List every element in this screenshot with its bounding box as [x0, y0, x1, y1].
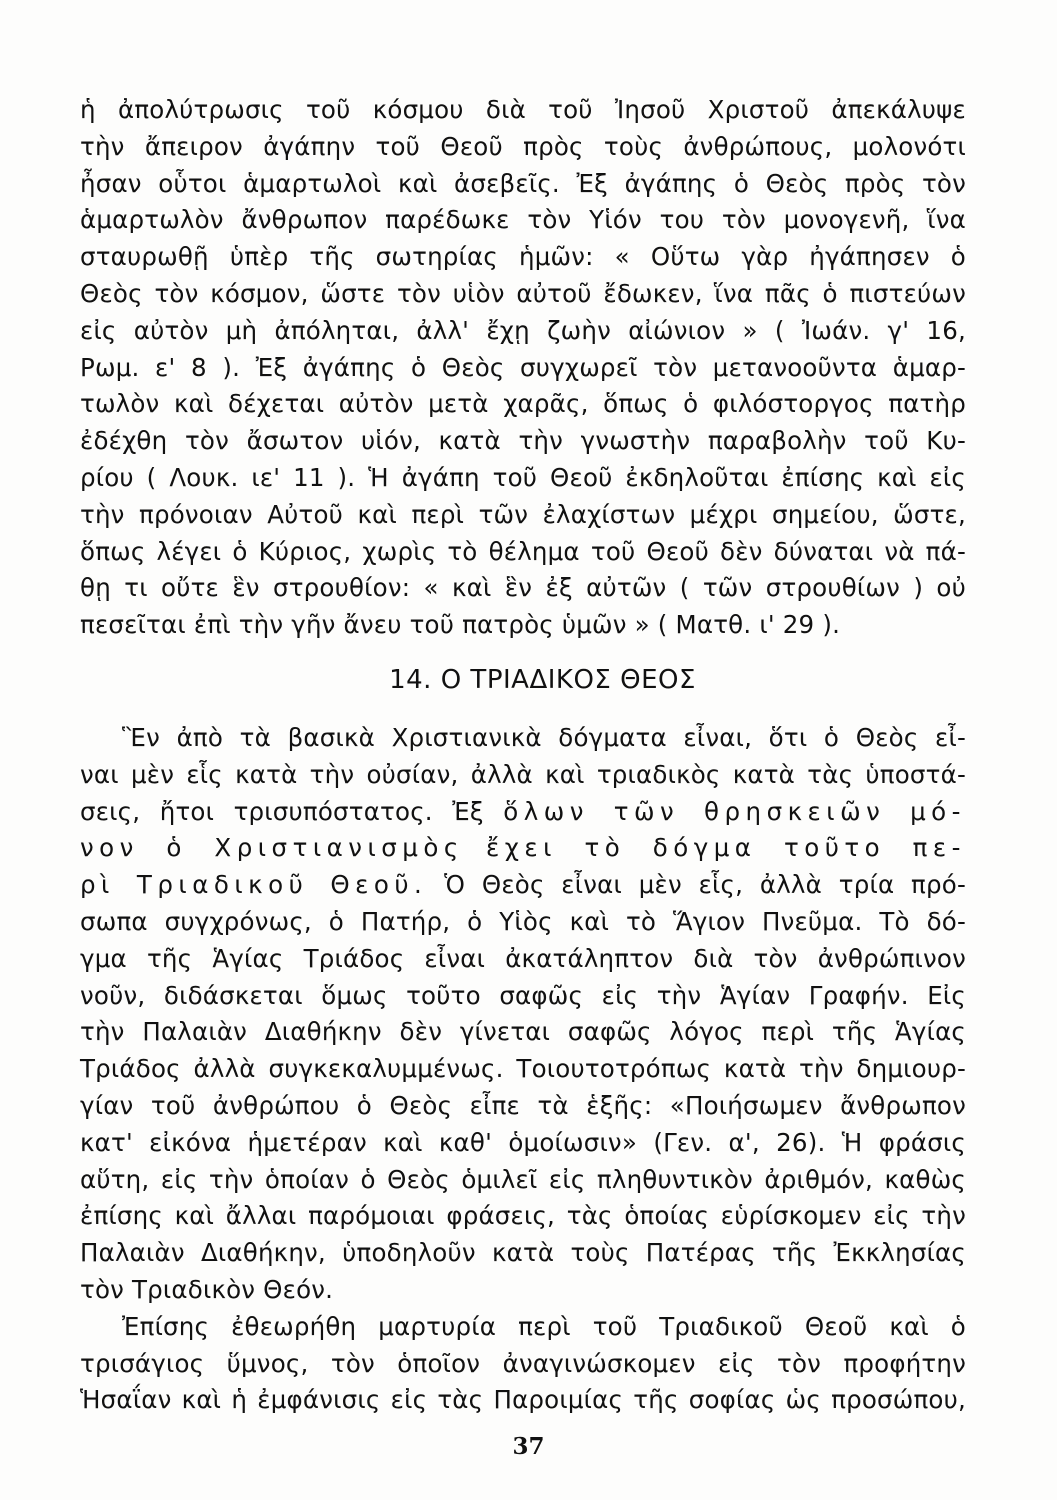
text-line: ἡ ἀπολύτρωσις τοῦ κόσμου διὰ τοῦ Ἰησοῦ Χριστοῦ ἀπεκάλυψε	[80, 95, 966, 124]
text-line: ἐπίσης καὶ ἄλλαι παρόμοιαι φράσεις, τὰς ὁποίας εὑρίσκομεν εἰς τὴν	[80, 1201, 966, 1231]
text-line	[80, 794, 966, 831]
spaced-emphasis: ἔχει τὸ δόγμα τοῦτο πε-	[485, 833, 966, 863]
text-line	[80, 830, 966, 867]
spaced-emphasis: νον ὁ Χριστιανισμὸς	[80, 833, 464, 863]
text-segment: Ὁ Θεὸς εἶναι μὲν εἷς, ἀλλὰ τρία πρό-	[444, 870, 966, 900]
text-line: ρίου ( Λουκ. ιε' 11 ). Ἡ ἀγάπη τοῦ Θεοῦ ἐκδηλοῦται ἐπίσης καὶ εἰς	[80, 462, 966, 492]
text-line: τρισάγιος ὕμνος, τὸν ὁποῖον ἀναγινώσκομεν εἰς τὸν προφήτην	[80, 1348, 966, 1378]
text-line: ναι μὲν εἷς κατὰ τὴν οὐσίαν, ἀλλὰ καὶ τριαδικὸς κατὰ τὰς ὑποστά-	[80, 759, 966, 789]
text-line: ὅπως λέγει ὁ Κύριος, χωρὶς τὸ θέλημα τοῦ Θεοῦ δὲν δύναται νὰ πά-	[80, 536, 966, 566]
text-line: πεσεῖται ἐπὶ τὴν γῆν ἄνευ τοῦ πατρὸς ὑμῶν » ( Ματθ. ι' 29 ).	[80, 610, 841, 640]
text-line: γμα τῆς Ἁγίας Τριάδος εἶναι ἀκατάληπτον διὰ τὸν ἀνθρώπινον	[80, 943, 966, 973]
paragraph-triune-god	[80, 720, 966, 1419]
text-line: τωλὸν καὶ δέχεται αὐτὸν μετὰ χαρᾶς, ὅπως ὁ φιλόστοργος πατὴρ	[80, 389, 966, 419]
text-line: εἰς αὐτὸν μὴ ἀπόληται, ἀλλ' ἔχῃ ζωὴν αἰώνιον » ( Ἰωάν. γ' 16,	[80, 315, 966, 345]
text-line: γίαν τοῦ ἀνθρώπου ὁ Θεὸς εἶπε τὰ ἑξῆς: «Ποιήσωμεν ἄνθρωπον	[80, 1090, 966, 1120]
text-line: θῃ τι οὔτε ἓν στρουθίον: « καὶ ἓν ἐξ αὐτῶν ( τῶν στρουθίων ) οὐ	[80, 573, 966, 603]
text-line: Παλαιὰν Διαθήκην, ὑποδηλοῦν κατὰ τοὺς Πατέρας τῆς Ἐκκλησίας	[80, 1238, 966, 1268]
text-line: Ἡσαΐαν καὶ ἡ ἐμφάνισις εἰς τὰς Παροιμίας τῆς σοφίας ὡς προσώπου,	[80, 1385, 966, 1415]
text-line: νοῦν, διδάσκεται ὅμως τοῦτο σαφῶς εἰς τὴν Ἁγίαν Γραφήν. Εἰς	[80, 980, 966, 1010]
section-heading: 14. Ο ΤΡΙΑΔΙΚΟΣ ΘΕΟΣ	[389, 665, 696, 695]
spaced-emphasis: ὅλων τῶν θρησκειῶν μό-	[503, 796, 967, 826]
text-line: τὴν Παλαιὰν Διαθήκην δὲν γίνεται σαφῶς λόγος περὶ τῆς Ἁγίας	[80, 1017, 966, 1047]
text-line: Ἓν ἀπὸ τὰ βασικὰ Χριστιανικὰ δόγματα εἶναι, ὅτι ὁ Θεὸς εἶ-	[122, 723, 966, 752]
text-line: ἁμαρτωλὸν ἄνθρωπον παρέδωκε τὸν Υἱόν του τὸν μονογενῆ, ἵνα	[80, 205, 966, 235]
text-line: τὴν πρόνοιαν Αὐτοῦ καὶ περὶ τῶν ἐλαχίστων μέχρι σημείου, ὥστε,	[80, 499, 966, 529]
text-line: σωπα συγχρόνως, ὁ Πατήρ, ὁ Υἱὸς καὶ τὸ Ἅγιον Πνεῦμα. Τὸ δό-	[80, 906, 966, 936]
paragraph-redemption-love	[80, 92, 966, 644]
text-segment: σεις, ἤτοι τρισυπόστατος. Ἐξ	[80, 796, 484, 826]
text-line: Τριάδος ἀλλὰ συγκεκαλυμμένως. Τοιουτοτρόπως κατὰ τὴν δημιουρ-	[80, 1054, 966, 1084]
text-line: ἐδέχθη τὸν ἄσωτον υἱόν, κατὰ τὴν γνωστὴν παραβολὴν τοῦ Κυ-	[80, 426, 966, 456]
text-line: σταυρωθῇ ὑπὲρ τῆς σωτηρίας ἡμῶν: « Οὕτω γὰρ ἠγάπησεν ὁ	[80, 242, 966, 272]
text-line: ἦσαν οὗτοι ἁμαρτωλοὶ καὶ ἀσεβεῖς. Ἐξ ἀγάπης ὁ Θεὸς πρὸς τὸν	[80, 168, 966, 198]
page-number: 37	[512, 1433, 545, 1460]
spaced-emphasis: ρὶ Τριαδικοῦ Θεοῦ.	[80, 870, 428, 900]
text-line: Ρωμ. ε' 8 ). Ἐξ ἀγάπης ὁ Θεὸς συγχωρεῖ τὸν μετανοοῦντα ἁμαρ-	[80, 352, 966, 382]
text-line: αὕτη, εἰς τὴν ὁποίαν ὁ Θεὸς ὁμιλεῖ εἰς πληθυντικὸν ἀριθμόν, καθὼς	[80, 1164, 966, 1194]
text-line: Ἐπίσης ἐθεωρήθη μαρτυρία περὶ τοῦ Τριαδικοῦ Θεοῦ καὶ ὁ	[122, 1311, 966, 1341]
text-line: Θεὸς τὸν κόσμον, ὥστε τὸν υἱὸν αὐτοῦ ἔδωκεν, ἵνα πᾶς ὁ πιστεύων	[80, 278, 966, 308]
text-line: τὴν ἄπειρον ἀγάπην τοῦ Θεοῦ πρὸς τοὺς ἀνθρώπους, μολονότι	[80, 131, 966, 161]
text-line	[80, 867, 966, 904]
text-line: τὸν Τριαδικὸν Θεόν.	[80, 1274, 334, 1304]
text-line: κατ' εἰκόνα ἡμετέραν καὶ καθ' ὁμοίωσιν» (Γεν. α', 26). Ἡ φράσις	[80, 1127, 966, 1157]
